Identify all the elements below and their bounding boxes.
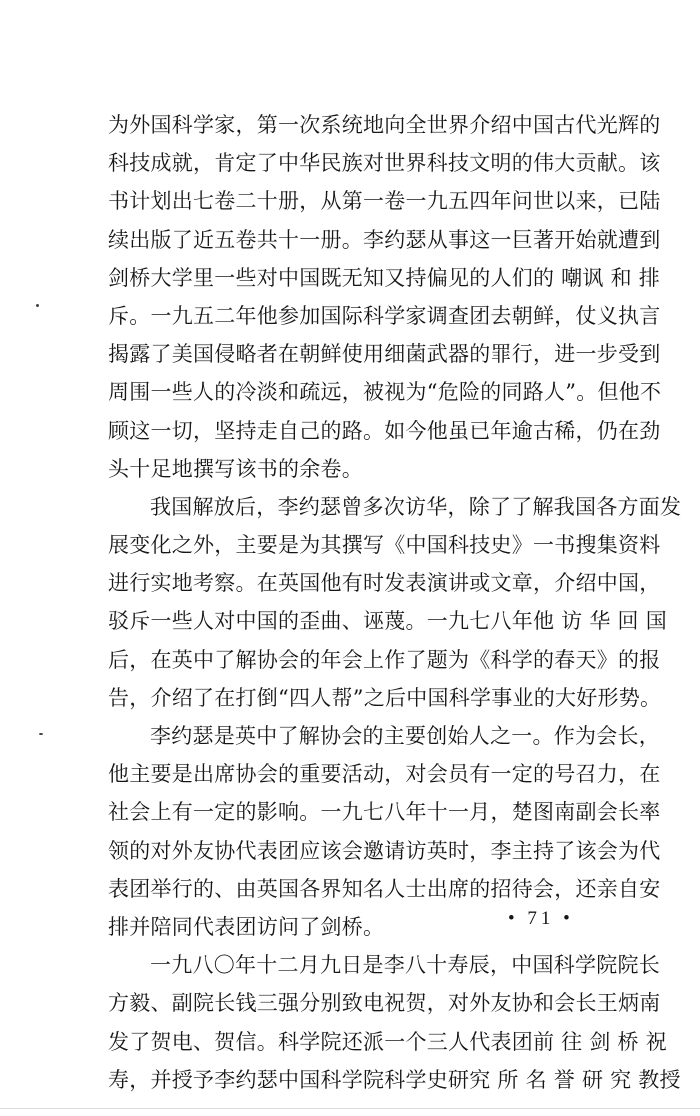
- text-line: 头十足地撰写该书的余卷。: [108, 456, 363, 481]
- text-line: 方毅、副院长钱三强分别致电祝贺，对外友协和会长王炳南: [108, 991, 661, 1016]
- text-line: 他主要是出席协会的重要活动，对会员有一定的号召力，在: [108, 762, 661, 787]
- text-line: 告，介绍了在打倒“四人帮”之后中国科学事业的大好形势。: [108, 685, 662, 710]
- scan-edge: [0, 1108, 700, 1109]
- text-line: 表团举行的、由英国各界知名人士出席的招待会，还亲自安: [108, 876, 661, 901]
- paragraph-start-line: 李约瑟是英中了解协会的主要创始人之一。作为会长，: [150, 724, 660, 748]
- text-line: 为外国科学家，第一次系统地向全世界介绍中国古代光辉的: [108, 113, 661, 137]
- text-line: 进行实地考察。在英国他有时发表演讲或文章，介绍中国，: [108, 571, 661, 596]
- paragraph-start-line: 一九八〇年十二月九日是李八十寿辰，中国科学院院长: [150, 953, 660, 978]
- text-line: 驳斥一些人对中国的歪曲、诬蔑。一九七八年他 访 华 回 国: [108, 609, 667, 634]
- text-line: 斥。一九五二年他参加国际科学家调查团去朝鲜，仗义执言: [108, 303, 661, 328]
- page-number: • 71 •: [508, 908, 574, 929]
- text-line: 顾这一切，坚持走自己的路。如今他虽已年逾古稀，仍在劲: [108, 418, 661, 443]
- text-line: 后，在英中了解协会的年会上作了题为《科学的春天》的报: [108, 647, 661, 672]
- text-line: 续出版了近五卷共十一册。李约瑟从事这一巨著开始就遭到: [108, 227, 661, 252]
- body-text: [108, 106, 682, 1099]
- text-line: 剑桥大学里一些对中国既无知又持偏见的人们的 嘲讽 和 排: [108, 265, 661, 290]
- text-line: 展变化之外，主要是为其撰写《中国科技史》一书搜集资料: [108, 533, 661, 558]
- text-line: 社会上有一定的影响。一九七八年十一月，楚图南副会长率: [108, 800, 661, 825]
- text-line: 书计划出七卷二十册，从第一卷一九五四年问世以来，已陆: [108, 189, 661, 214]
- text-line: 周围一些人的冷淡和疏远，被视为“危险的同路人”。但他不: [108, 380, 662, 405]
- text-line: 领的对外友协代表团应该会邀请访英时，李主持了该会为代: [108, 838, 661, 863]
- text-line: 排并陪同代表团访问了剑桥。: [108, 914, 385, 939]
- text-line: 揭露了美国侵略者在朝鲜使用细菌武器的罪行，进一步受到: [108, 342, 661, 367]
- scan-speck: [36, 304, 39, 307]
- text-line: 寿，并授予李约瑟中国科学院科学史研究 所 名 誉 研 究 教授: [108, 1067, 681, 1092]
- scan-speck: [39, 733, 43, 735]
- paragraph-start-line: 我国解放后，李约瑟曾多次访华，除了了解我国各方面发: [150, 494, 682, 519]
- text-line: 发了贺电、贺信。科学院还派一个三人代表团前 往 剑 桥 祝: [108, 1029, 667, 1054]
- text-line: 科技成就，肯定了中华民族对世界科技文明的伟大贡献。该: [108, 151, 661, 176]
